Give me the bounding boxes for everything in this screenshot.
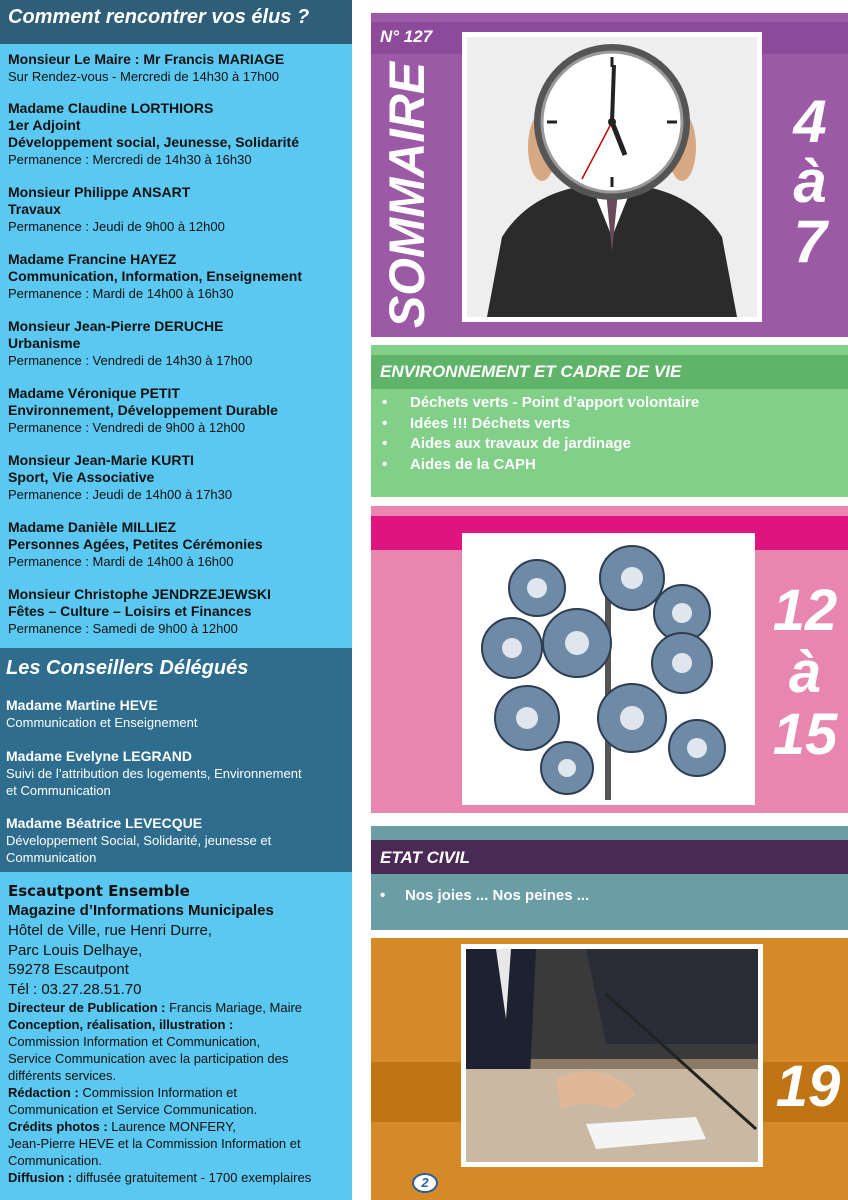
list-item: • Aides de la CAPH [382, 455, 699, 476]
elu-role: Environnement, Développement Durable [8, 402, 278, 418]
elu-role: Communication, Information, Enseignement [8, 268, 303, 284]
list-item: • Déchets verts - Point d’apport volontaire [382, 393, 699, 414]
elu-name: Monsieur Christophe JENDRZEJEWSKI [8, 586, 271, 602]
diffusion-label: Diffusion : [8, 1170, 73, 1185]
list-item: • Aides aux travaux de jardinage [382, 434, 699, 455]
elu-name: Madame Danièle MILLIEZ [8, 519, 177, 535]
page-number-19: 19 [775, 1054, 841, 1119]
elu-entry [8, 184, 348, 235]
pages-meeting [768, 1054, 848, 1119]
page-range-start: 4 [793, 88, 827, 155]
page-range-sep: à [793, 148, 827, 215]
list-item: • Idées !!! Déchets verts [382, 414, 699, 435]
elu-permanence: Permanence : Vendredi de 14h30 à 17h00 [8, 353, 253, 368]
elu-name: Monsieur Jean-Marie KURTI [8, 452, 194, 468]
bullet-icon: • [382, 455, 388, 473]
elu-role: Personnes Agées, Petites Cérémonies [8, 536, 263, 552]
credits-label: Crédits photos : [8, 1119, 108, 1134]
magazine-subtitle: Magazine d’Informations Municipales [8, 902, 274, 919]
bullet-icon: • [380, 887, 386, 904]
conception-label: Conception, réalisation, illustration : [8, 1017, 234, 1032]
address-line: Hôtel de Ville, rue Henri Durre, [8, 922, 212, 939]
conseiller-entry [6, 748, 348, 799]
page-range-end: 15 [772, 702, 838, 767]
redaction-value: Commission Information et [78, 1085, 238, 1100]
clock-man-photo [462, 32, 762, 322]
elu-name: Madame Francine HAYEZ [8, 251, 177, 267]
conseiller-entry [6, 697, 348, 731]
page-range-start: 12 [772, 578, 838, 643]
conseiller-name: Madame Evelyne LEGRAND [6, 748, 192, 764]
redaction-label: Rédaction : [8, 1085, 79, 1100]
bullet-icon: • [382, 414, 388, 432]
conseiller-role: et Communication [6, 783, 111, 798]
page-number-badge: 2 [412, 1173, 438, 1193]
bullet-icon: • [382, 394, 388, 411]
etat-civil-title: ETAT CIVIL [380, 848, 471, 867]
conseiller-role: Suivi de l’attribution des logements, Environnement [6, 766, 302, 781]
magazine-title: Escautpont Ensemble [8, 882, 190, 900]
elu-entry [8, 452, 348, 503]
elu-entry [8, 586, 348, 637]
elu-name: Madame Véronique PETIT [8, 385, 180, 401]
conseiller-role: Communication et Enseignement [6, 715, 198, 730]
svg-text:SOMMAIRE: SOMMAIRE [379, 60, 435, 328]
conseiller-role: Communication [6, 850, 97, 865]
elu-entry [8, 385, 348, 436]
conception-line: Service Communication avec la participation des [8, 1051, 289, 1066]
elu-permanence: Permanence : Jeudi de 9h00 à 12h00 [8, 219, 225, 234]
elu-role: Fêtes – Culture – Loisirs et Finances [8, 603, 252, 619]
elu-entry [8, 519, 348, 570]
elu-permanence: Permanence : Samedi de 9h00 à 12h00 [8, 621, 238, 636]
environnement-title: ENVIRONNEMENT ET CADRE DE VIE [380, 362, 682, 381]
environnement-list [382, 393, 699, 475]
director-label: Directeur de Publication : [8, 1000, 166, 1015]
list-item: • Nos joies ... Nos peines ... [380, 886, 589, 907]
elu-name: Monsieur Jean-Pierre DERUCHE [8, 318, 224, 334]
elu-name: Monsieur Le Maire : Mr Francis MARIAGE [8, 51, 285, 67]
bullet-icon: • [382, 435, 388, 452]
elu-entry [8, 51, 348, 85]
page-range-sep: à [788, 640, 822, 705]
elu-role: Sport, Vie Associative [8, 469, 155, 485]
elu-entry [8, 318, 348, 369]
issue-number: N° 127 [380, 27, 433, 46]
etat-civil-list [380, 886, 589, 907]
director-value: Francis Mariage, Maire [165, 1000, 303, 1015]
elu-permanence: Permanence : Mardi de 14h00 à 16h30 [8, 286, 234, 301]
conseiller-name: Madame Martine HEVE [6, 697, 158, 713]
elu-role: 1er Adjoint [8, 117, 81, 133]
conseillers-title: Les Conseillers Délégués [6, 657, 249, 679]
sommaire-title [372, 60, 438, 330]
elu-permanence: Permanence : Mardi de 14h00 à 16h00 [8, 554, 234, 569]
elu-permanence: Permanence : Mercredi de 14h30 à 16h30 [8, 152, 252, 167]
credits-value: Laurence MONFERY, [107, 1119, 236, 1134]
pages-sommaire [772, 88, 848, 275]
conseiller-name: Madame Béatrice LEVECQUE [6, 815, 203, 831]
address-line: 59278 Escautpont [8, 961, 129, 978]
conseiller-role: Développement Social, Solidarité, jeunesse et [6, 833, 272, 848]
redaction-line [8, 1084, 348, 1101]
elu-role: Travaux [8, 201, 61, 217]
elu-permanence: Sur Rendez-vous - Mercredi de 14h30 à 17h00 [8, 69, 279, 84]
elu-entry [8, 251, 348, 302]
credits-line: Communication. [8, 1153, 102, 1168]
pages-megaphone [762, 580, 848, 766]
director-line [8, 999, 348, 1016]
credits-line [8, 1118, 348, 1135]
conseiller-entry [6, 815, 348, 866]
redaction-line: Communication et Service Communication. [8, 1102, 258, 1117]
elu-name: Monsieur Philippe ANSART [8, 184, 191, 200]
megaphones-photo [462, 533, 755, 805]
elu-permanence: Permanence : Jeudi de 14h00 à 17h30 [8, 487, 233, 502]
elu-role: Développement social, Jeunesse, Solidarité [8, 134, 299, 150]
elu-role: Urbanisme [8, 335, 81, 351]
diffusion-value: diffusée gratuitement - 1700 exemplaires [72, 1170, 312, 1185]
conception-line: différents services. [8, 1068, 117, 1083]
meeting-photo [461, 944, 763, 1167]
page-range-end: 7 [793, 208, 827, 275]
elu-entry [8, 100, 348, 168]
credits-line: Jean-Pierre HEVE et la Commission Information et [8, 1136, 301, 1151]
conception-line: Commission Information et Communication, [8, 1034, 261, 1049]
elu-name: Madame Claudine LORTHIORS [8, 100, 214, 116]
elu-permanence: Permanence : Vendredi de 9h00 à 12h00 [8, 420, 246, 435]
magazine-info [8, 882, 348, 1186]
diffusion-line [8, 1169, 348, 1186]
phone-line: Tél : 03.27.28.51.70 [8, 980, 142, 998]
address-line: Parc Louis Delhaye, [8, 941, 143, 959]
elus-header-title: Comment rencontrer vos élus ? [8, 6, 310, 28]
